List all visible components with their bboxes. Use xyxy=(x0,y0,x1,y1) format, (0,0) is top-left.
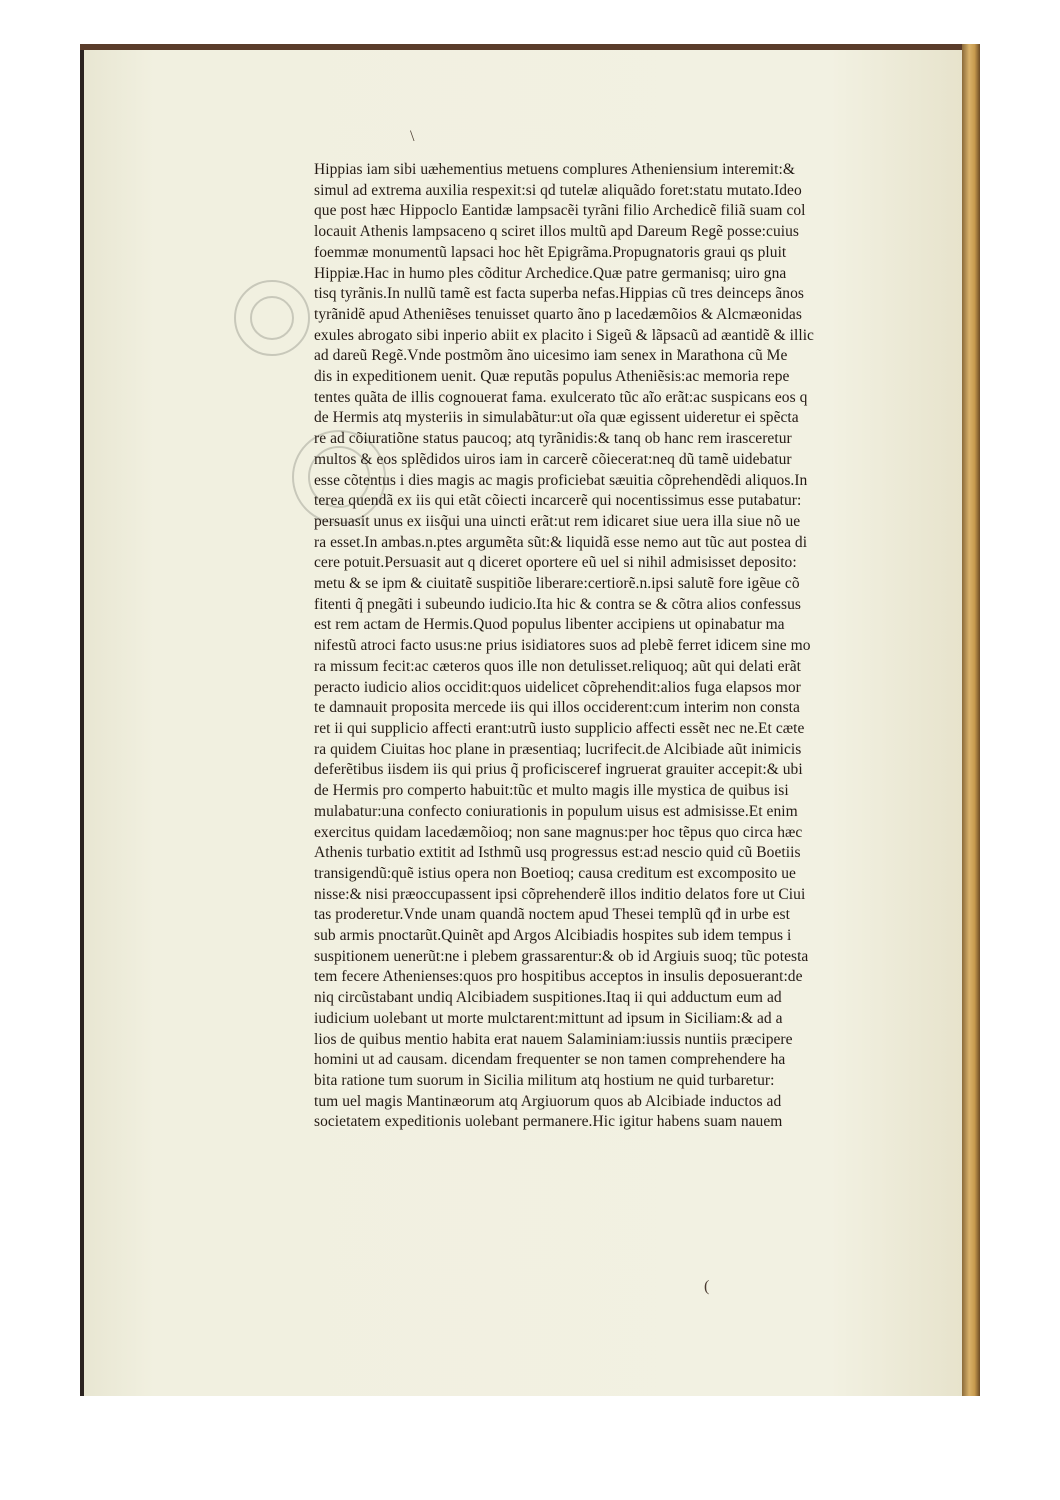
text-line: nifestũ atroci facto usus:ne prius isidiatores suos ad plebẽ ferret idicem sine mo xyxy=(314,637,811,655)
text-line: tas proderetur.Vnde unam quandã noctem apud Thesei templũ qđ in urbe est xyxy=(314,906,790,924)
text-line: fitenti q̃ pnegãti i subeundo iudicio.Ita hic & contra se & cõtra alios confessus xyxy=(314,595,801,613)
text-line: exules abrogato sibi inperio abiit ex placito i Sigeũ & lãpsacũ ad æantidẽ & illic xyxy=(314,326,814,344)
text-line: ret ii qui supplicio affecti erant:utrũ iusto supplicio affecti essẽt nec ne.Et cæte xyxy=(314,719,805,737)
text-line: ra missum fecit:ac cæteros quos ille non detulisset.reliquoq; aũt qui delati erãt xyxy=(314,657,802,675)
text-line: societatem expeditionis uolebant permanere.Hic igitur habens suam nauem xyxy=(314,1113,783,1131)
text-line: locauit Athenis lampsaceno q sciret illos multũ apd Dareum Regẽ posse:cuius xyxy=(314,223,800,241)
text-line: est rem actam de Hermis.Quod populus libenter accipiens ut opinabatur ma xyxy=(314,616,785,634)
text-line: que post hæc Hippoclo Eantidæ lampsacẽi tyrãni filio Archedicẽ filiã suam col xyxy=(314,202,806,220)
text-line: mulabatur:una confecto coniurationis in populum uisus est admisisse.Et enim xyxy=(314,802,798,820)
text-line: nisse:& nisi præoccupassent ipsi cõprehenderẽ illos inditio delatos fore ut Ciui xyxy=(314,885,806,903)
text-line: cere potuit.Persuasit aut q diceret oportere eũ uel si nihil admisisset deposito: xyxy=(314,554,797,572)
text-line: foemmæ monumentũ lapsaci hoc hẽt Epigrãma.Propugnatoris graui qs pluit xyxy=(314,243,787,261)
text-line: multos & eos splẽdidos uiros iam in carcerẽ cõiecerat:neq dũ tamẽ uidebatur xyxy=(314,450,792,468)
text-line: terea quendã ex iis qui etãt cõiecti incarcerẽ qui nocentissimus esse putabatur: xyxy=(314,492,802,510)
text-line: Athenis turbatio extitit ad Isthmũ usq progressus est:ad nescio quid cũ Boetiis xyxy=(314,844,801,862)
text-line: ra esset.In ambas.n.ptes argumẽta sũt:& liquidã esse nemo aut tũc aut postea di xyxy=(314,533,808,551)
ink-mark: \ xyxy=(410,128,415,145)
text-line: tentes quãta de illis cognouerat fama. exulcerato tũc aĩo erãt:ac suspicans eos q xyxy=(314,388,808,406)
text-line: tyrãnidẽ apud Atheniẽses tenuisset quarto ãno p lacedæmõios & Alcmæonidas xyxy=(314,305,802,323)
text-line: iudicium uolebant ut morte mulctarent:mittunt ad ipsum in Siciliam:& ad a xyxy=(314,1009,783,1027)
text-line: Hippias iam sibi uæhementius metuens complures Atheniensium interemit:& xyxy=(314,161,795,178)
text-line: tum uel magis Mantinæorum atq Argiuorum quos ab Alcibiade inductos ad xyxy=(314,1092,782,1110)
text-line: peracto iudicio alios occidit:quos uidelicet cõprehendit:alios fuga elapsos mor xyxy=(314,678,801,696)
text-line: sub armis pnoctarũt.Quinẽt apd Argos Alcibiadis hospites sub idem tempus i xyxy=(314,927,792,945)
text-line: de Hermis atq mysteriis in simulabãtur:ut oĩa quæ egissent uideretur ei spẽcta xyxy=(314,409,799,427)
text-line: tem fecere Athenienses:quos pro hospitibus acceptos in insulis deposuerant:de xyxy=(314,968,803,986)
text-line: transigendũ:quẽ istius opera non Boetioq; causa creditum est excomposito ue xyxy=(314,864,796,882)
text-line: exercitus quidam lacedæmõioq; non sane magnus:per hoc tẽpus quo circa hæc xyxy=(314,823,803,841)
text-line: simul ad extrema auxilia respexit:si qd tutelæ aliquãdo foret:statu mutato.Ideo xyxy=(314,181,802,199)
fore-edge xyxy=(962,44,980,1396)
text-line: bita ratione tum suorum in Sicilia militum atq hostium ne quid turbaretur: xyxy=(314,1071,775,1089)
text-line: deferẽtibus iisdem iis qui prius q̃ proficisceref ingruerat grauiter accepit:& ubi xyxy=(314,761,803,779)
text-line: suspitionem uenerũt:ne i plebem grassarentur:& ob id Argiuis suoq; tũc potesta xyxy=(314,947,809,965)
text-line: de Hermis pro comperto habuit:tũc et multo magis ille mystica de quibus isi xyxy=(314,782,789,800)
text-column xyxy=(314,160,946,1133)
text-line: ra quidem Ciuitas hoc plane in præsentiaq; lucrifecit.de Alcibiade aũt inimicis xyxy=(314,740,802,758)
library-stamp-watermark xyxy=(234,280,310,356)
text-line: persuasit unus ex iisq̃ui una uincti erãt:ut rem idicaret siue uera illa siue nõ ue xyxy=(314,512,801,530)
text-line: te damnauit proposita mercede iis qui illos occiderent:cum interim non consta xyxy=(314,699,800,717)
text-line: niq circũstabant undiq Alcibiadem suspitiones.Itaq ii qui adductum eum ad xyxy=(314,989,782,1007)
ink-mark: ( xyxy=(704,1278,710,1295)
text-line: re ad cõiuratiõne status paucoq; atq tyrãnidis:& tanq ob hanc rem irasceretur xyxy=(314,430,792,448)
text-line: Hippiæ.Hac in humo ples cõditur Archedice.Quæ patre germanisq; uiro gna xyxy=(314,264,787,282)
text-line: homini ut ad causam. dicendam frequenter se non tamen comprehendere ha xyxy=(314,1051,786,1069)
text-line: esse cõtentus i dies magis ac magis proficiebat sæuitia cõprehendẽdi aliquos.In xyxy=(314,471,808,489)
text-line: ad dareũ Regẽ.Vnde postmõm ãno uicesimo iam senex in Marathona cũ Me xyxy=(314,347,788,365)
text-line: metu & se ipm & ciuitatẽ suspitiõe liberare:certiorẽ.n.ipsi salutẽ fore igẽue cõ xyxy=(314,575,800,593)
text-line: dis in expeditionem uenit. Quæ reputãs populus Atheniẽsis:ac memoria repe xyxy=(314,368,790,386)
text-line: lios de quibus mentio habita erat nauem Salaminiam:iussis nuntiis præcipere xyxy=(314,1030,793,1048)
text-line: tisq tyrãnis.In nullũ tamẽ est facta superba nefas.Hippias cũ tres deinceps ãnos xyxy=(314,285,804,303)
